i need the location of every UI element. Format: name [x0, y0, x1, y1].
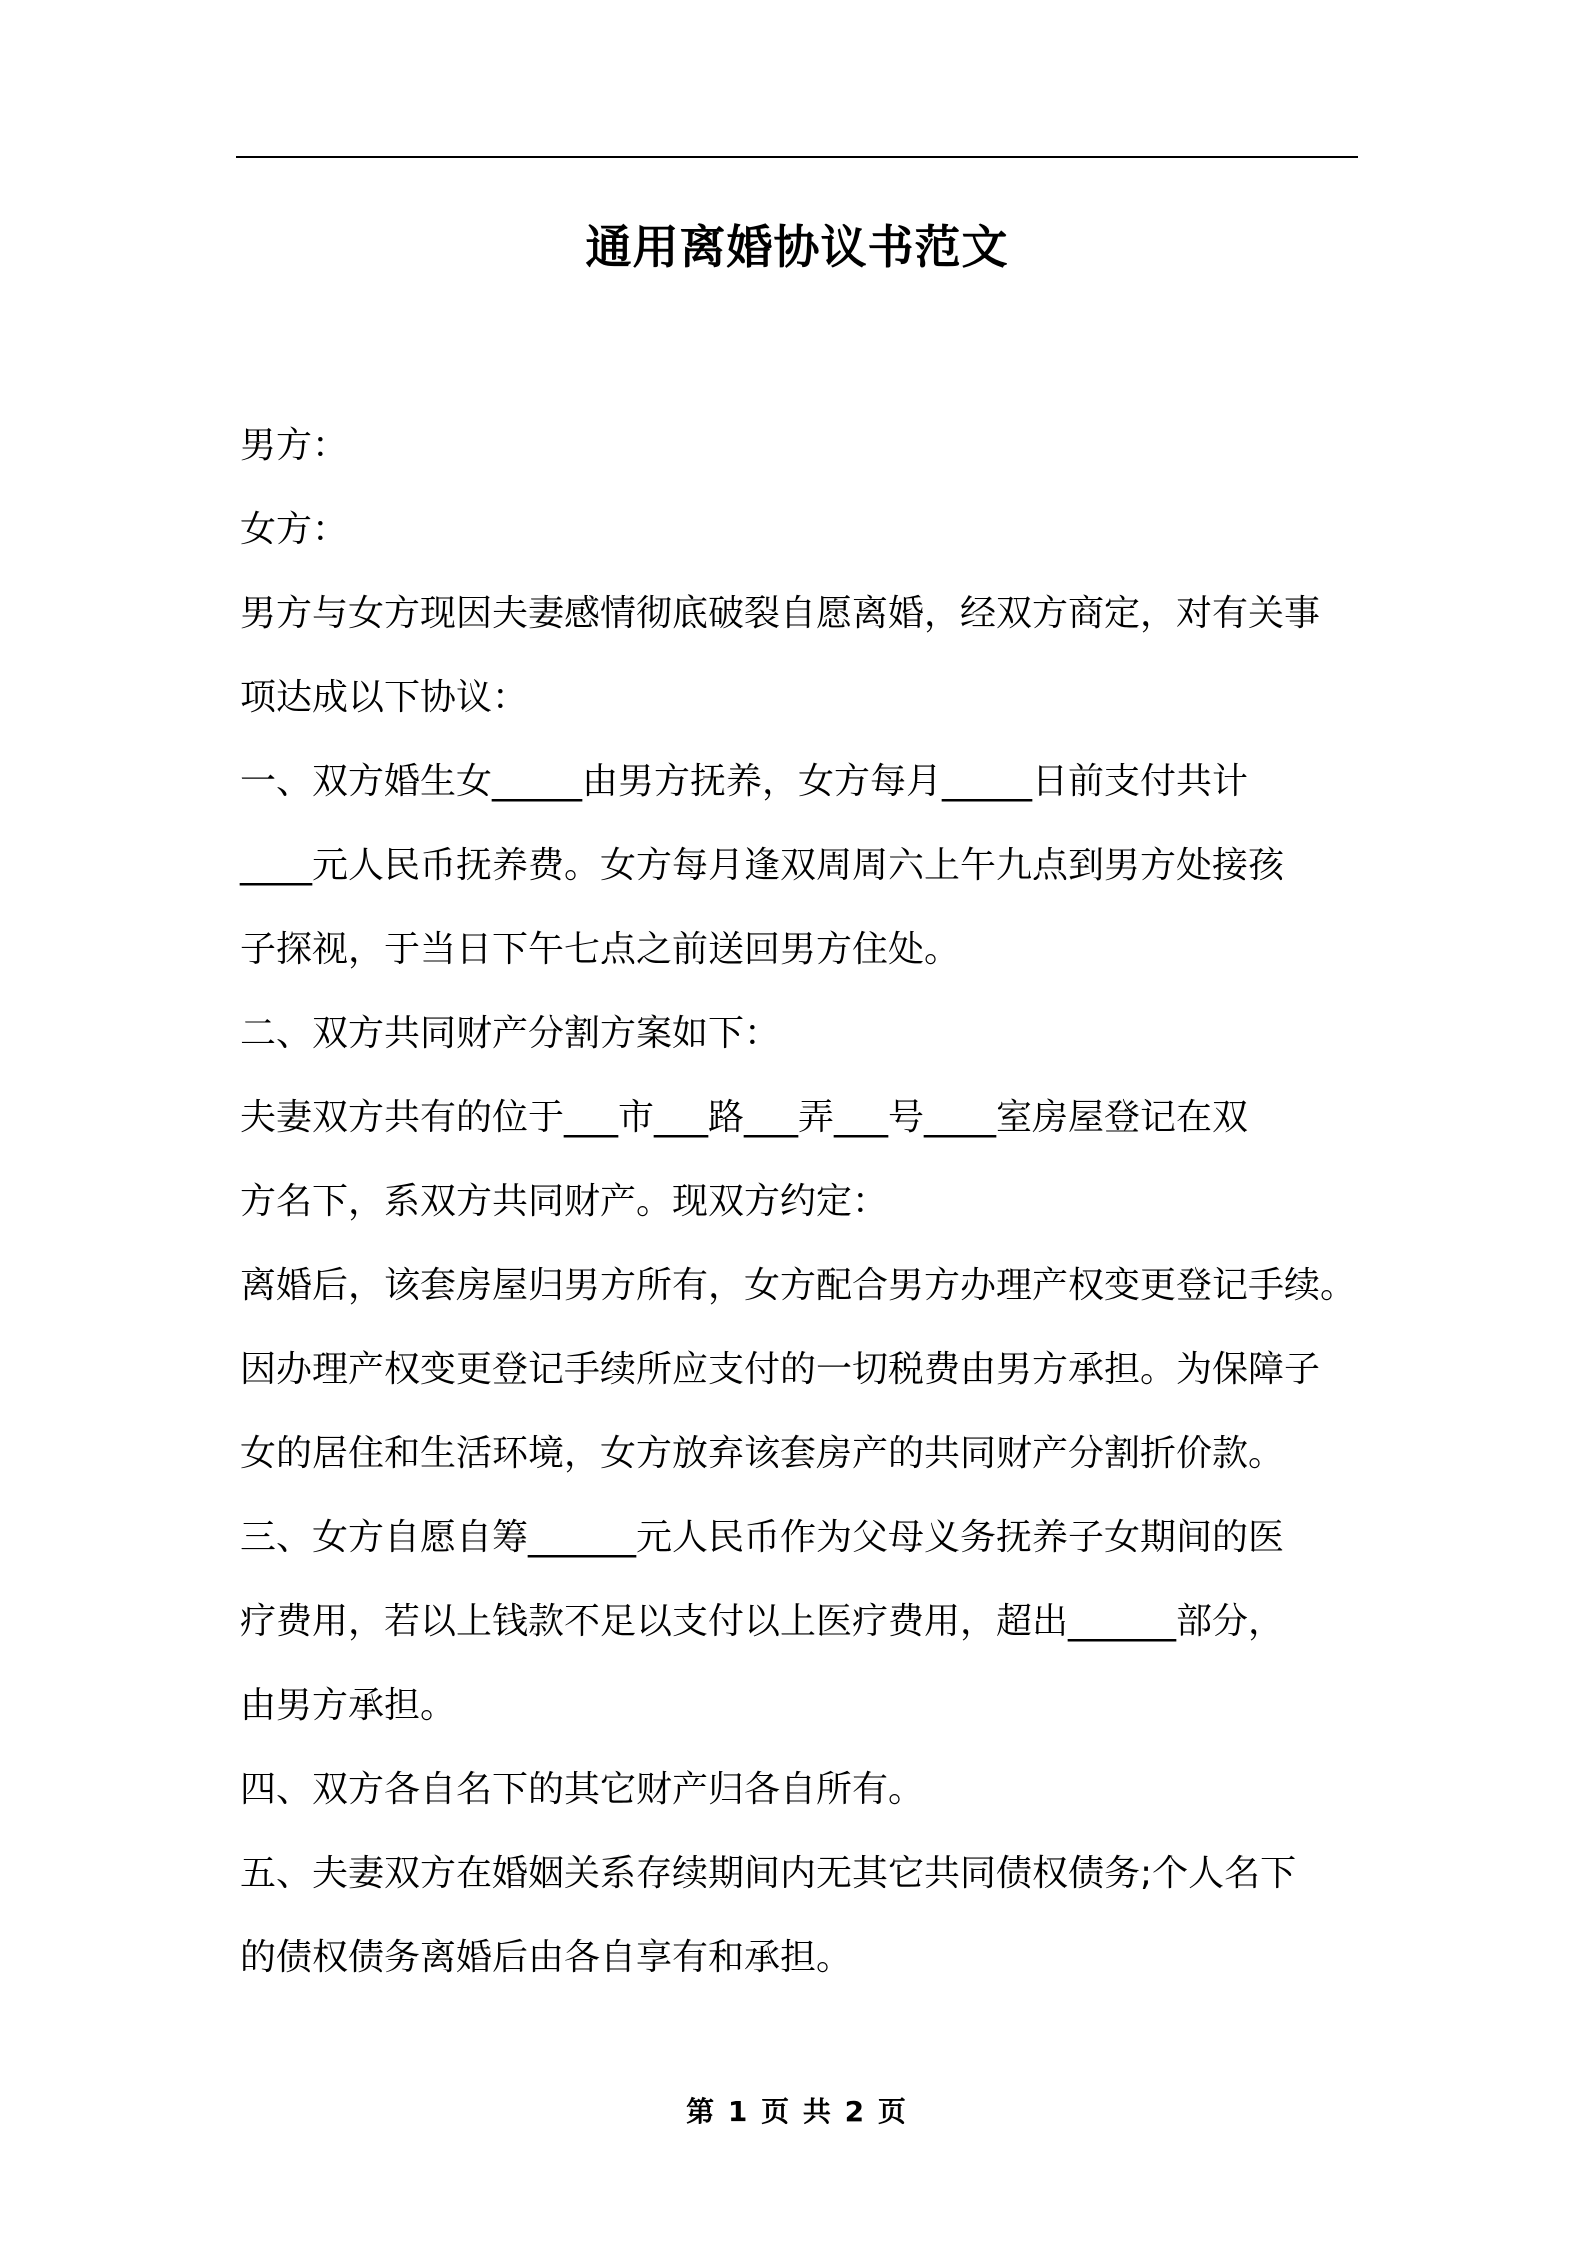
line-clause-5a: 五、夫妻双方在婚姻关系存续期间内无其它共同债权债务;个人名下 [240, 1853, 1297, 1894]
line-clause-2e: 女的居住和生活环境，女方放弃该套房产的共同财产分割折价款。 [240, 1433, 1285, 1474]
line-preamble-1: 男方与女方现因夫妻感情彻底破裂自愿离婚，经双方商定，对有关事 [240, 593, 1321, 634]
document-title: 通用离婚协议书范文 [585, 220, 1009, 274]
line-preamble-2: 项达成以下协议： [240, 677, 529, 718]
line-clause-2a: 夫妻双方共有的位于___市___路___弄___号____室房屋登记在双 [240, 1097, 1249, 1138]
line-clause-1b: ____元人民币抚养费。女方每月逢双周周六上午九点到男方处接孩 [240, 845, 1285, 886]
line-clause-2c: 离婚后，该套房屋归男方所有，女方配合男方办理产权变更登记手续。 [240, 1265, 1357, 1306]
line-clause-4: 四、双方各自名下的其它财产归各自所有。 [240, 1769, 925, 1810]
line-female-party: 女方： [240, 509, 349, 550]
line-clause-2-heading: 二、双方共同财产分割方案如下： [240, 1013, 781, 1054]
line-clause-1c: 子探视，于当日下午七点之前送回男方住处。 [240, 929, 961, 970]
line-clause-1a: 一、双方婚生女_____由男方抚养，女方每月_____日前支付共计 [240, 761, 1249, 802]
line-clause-3c: 由男方承担。 [240, 1685, 457, 1726]
line-male-party: 男方： [240, 425, 349, 466]
page-number: 第 1 页 共 2 页 [686, 2095, 908, 2128]
line-clause-3b: 疗费用，若以上钱款不足以支付以上医疗费用，超出______部分， [240, 1601, 1285, 1642]
header-rule [236, 156, 1358, 158]
line-clause-3a: 三、女方自愿自筹______元人民币作为父母义务抚养子女期间的医 [240, 1517, 1285, 1558]
document-body [240, 404, 1360, 2000]
line-clause-2d: 因办理产权变更登记手续所应支付的一切税费由男方承担。为保障子 [240, 1349, 1321, 1390]
line-clause-5b: 的债权债务离婚后由各自享有和承担。 [240, 1937, 853, 1978]
line-clause-2b: 方名下，系双方共同财产。现双方约定： [240, 1181, 889, 1222]
